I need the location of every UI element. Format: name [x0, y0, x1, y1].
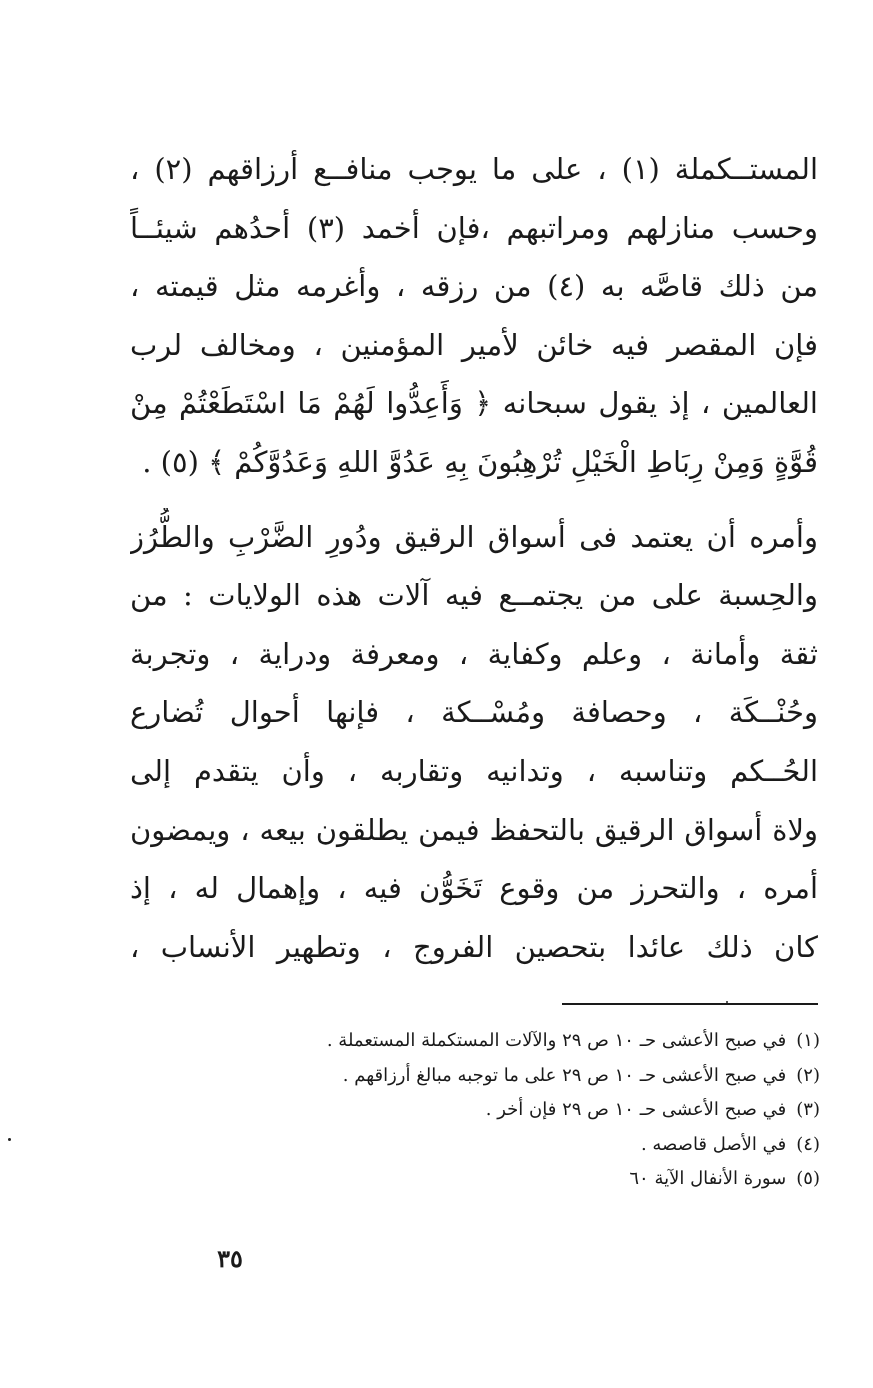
text-line: والحِسبة على من يجتمــع فيه آلات هذه الولايات : من — [130, 578, 818, 613]
text-line: وحُنْــكَة ، وحصافة ومُسْــكة ، فإنها أحوال تُضارع — [130, 695, 818, 730]
footnote-number: (٢) — [796, 1064, 820, 1086]
text-line: ولاة أسواق الرقيق بالتحفظ فيمن يطلقون بيعه ، ويمضون — [130, 812, 818, 847]
text-line: وحسب منازلهم ومراتبهم ،فإن أخمد (٣) أحدُهم شيئــاً — [130, 210, 818, 245]
text-line: ثقة وأمانة ، وعلم وكفاية ، ومعرفة ودراية ، وتجربة — [130, 636, 818, 671]
footnote-text: في صبح الأعشى حـ ١٠ ص ٢٩ فإن أخر . — [485, 1099, 787, 1120]
scan-speck — [8, 1138, 11, 1141]
footnote-text: في الأصل قاصصه . — [640, 1133, 787, 1155]
text-line: قُوَّةٍ وَمِنْ رِبَاطِ الْخَيْلِ تُرْهِبُونَ بِهِ عَدُوَّ اللهِ وَعَدُوَّكُمْ ﴾ (٥) . — [142, 444, 818, 479]
scan-speck — [726, 1001, 728, 1003]
text-line: العالمين ، إذ يقول سبحانه ﴿ وَأَعِدُّوا لَهُمْ مَا اسْتَطَعْتُمْ مِنْ — [130, 386, 818, 421]
paragraph-gap — [130, 492, 818, 508]
footnote-number: (٥) — [796, 1168, 820, 1189]
footnote-3 — [200, 1093, 820, 1128]
text-line: أمره ، والتحرز من وقوع تَخَوُّن فيه ، وإهمال له ، إذ — [130, 871, 818, 906]
text-line: الحُــكم وتناسبه ، وتدانيه وتقاربه ، وأن يتقدم إلى — [130, 753, 818, 788]
page-number: ٣٥ — [217, 1244, 243, 1273]
footnotes — [200, 1024, 820, 1197]
text-line: فإن المقصر فيه خائن لأمير المؤمنين ، ومخالف لرب — [130, 327, 818, 362]
footnote-separator — [562, 1003, 818, 1005]
footnote-number: (١) — [796, 1030, 820, 1051]
footnote-number: (٤) — [796, 1133, 820, 1155]
footnote-2 — [200, 1059, 820, 1094]
paragraph-1 — [130, 140, 818, 492]
text-line: وأمره أن يعتمد فى أسواق الرقيق ودُورِ الضَّرْبِ والطُّرُز — [130, 519, 818, 554]
text-line: كان ذلك عائدا بتحصين الفروج ، وتطهير الأنساب ، — [130, 929, 818, 964]
main-text — [130, 140, 818, 976]
footnote-4 — [200, 1128, 820, 1163]
footnote-text: سورة الأنفال الآية ٦٠ — [629, 1168, 787, 1189]
text-line: من ذلك قاصَّه به (٤) من رزقه ، وأغرمه مثل قيمته ، — [130, 269, 818, 304]
footnote-number: (٣) — [796, 1099, 820, 1120]
footnote-5 — [200, 1162, 820, 1197]
paragraph-2 — [130, 508, 818, 977]
footnote-1 — [200, 1024, 820, 1059]
footnote-text: في صبح الأعشى حـ ١٠ ص ٢٩ على ما توجبه مبالغ أرزاقهم . — [342, 1064, 787, 1086]
footnote-text: في صبح الأعشى حـ ١٠ ص ٢٩ والآلات المستكملة المستعملة . — [326, 1030, 787, 1051]
text-line: المستــكملة (١) ، على ما يوجب منافــع أرزاقهم (٢) ، — [130, 152, 818, 186]
